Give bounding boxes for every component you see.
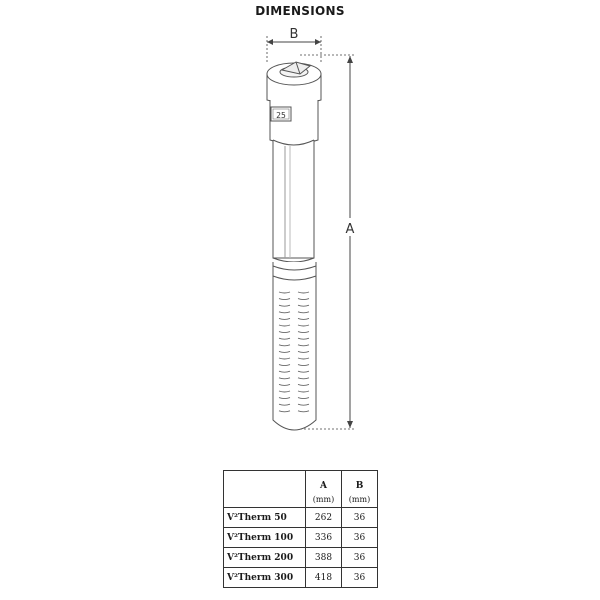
value-b: 36	[342, 508, 378, 528]
column-header-a: A	[306, 471, 342, 492]
value-a: 262	[306, 508, 342, 528]
value-b: 36	[342, 568, 378, 588]
unit-a: (mm)	[306, 491, 342, 508]
unit-b: (mm)	[342, 491, 378, 508]
table-row	[224, 548, 378, 568]
table-header-row	[224, 471, 378, 492]
value-a: 336	[306, 528, 342, 548]
display-readout: 25	[276, 111, 286, 120]
page-title: DIMENSIONS	[255, 4, 345, 18]
value-a: 388	[306, 548, 342, 568]
model-name: V²Therm 200	[224, 548, 306, 568]
model-name: V²Therm 100	[224, 528, 306, 548]
value-b: 36	[342, 528, 378, 548]
value-a: 418	[306, 568, 342, 588]
model-name: V²Therm 50	[224, 508, 306, 528]
table-row	[224, 568, 378, 588]
table-row	[224, 528, 378, 548]
column-header-b: B	[342, 471, 378, 492]
heater-tube	[273, 140, 314, 262]
value-b: 36	[342, 548, 378, 568]
dimension-b-label: B	[289, 27, 299, 42]
dimension-a-label: A	[345, 222, 355, 237]
heater-head	[267, 62, 321, 144]
table-row	[224, 508, 378, 528]
model-name: V²Therm 300	[224, 568, 306, 588]
table-corner-cell	[224, 471, 306, 508]
dimensions-table	[223, 470, 378, 588]
